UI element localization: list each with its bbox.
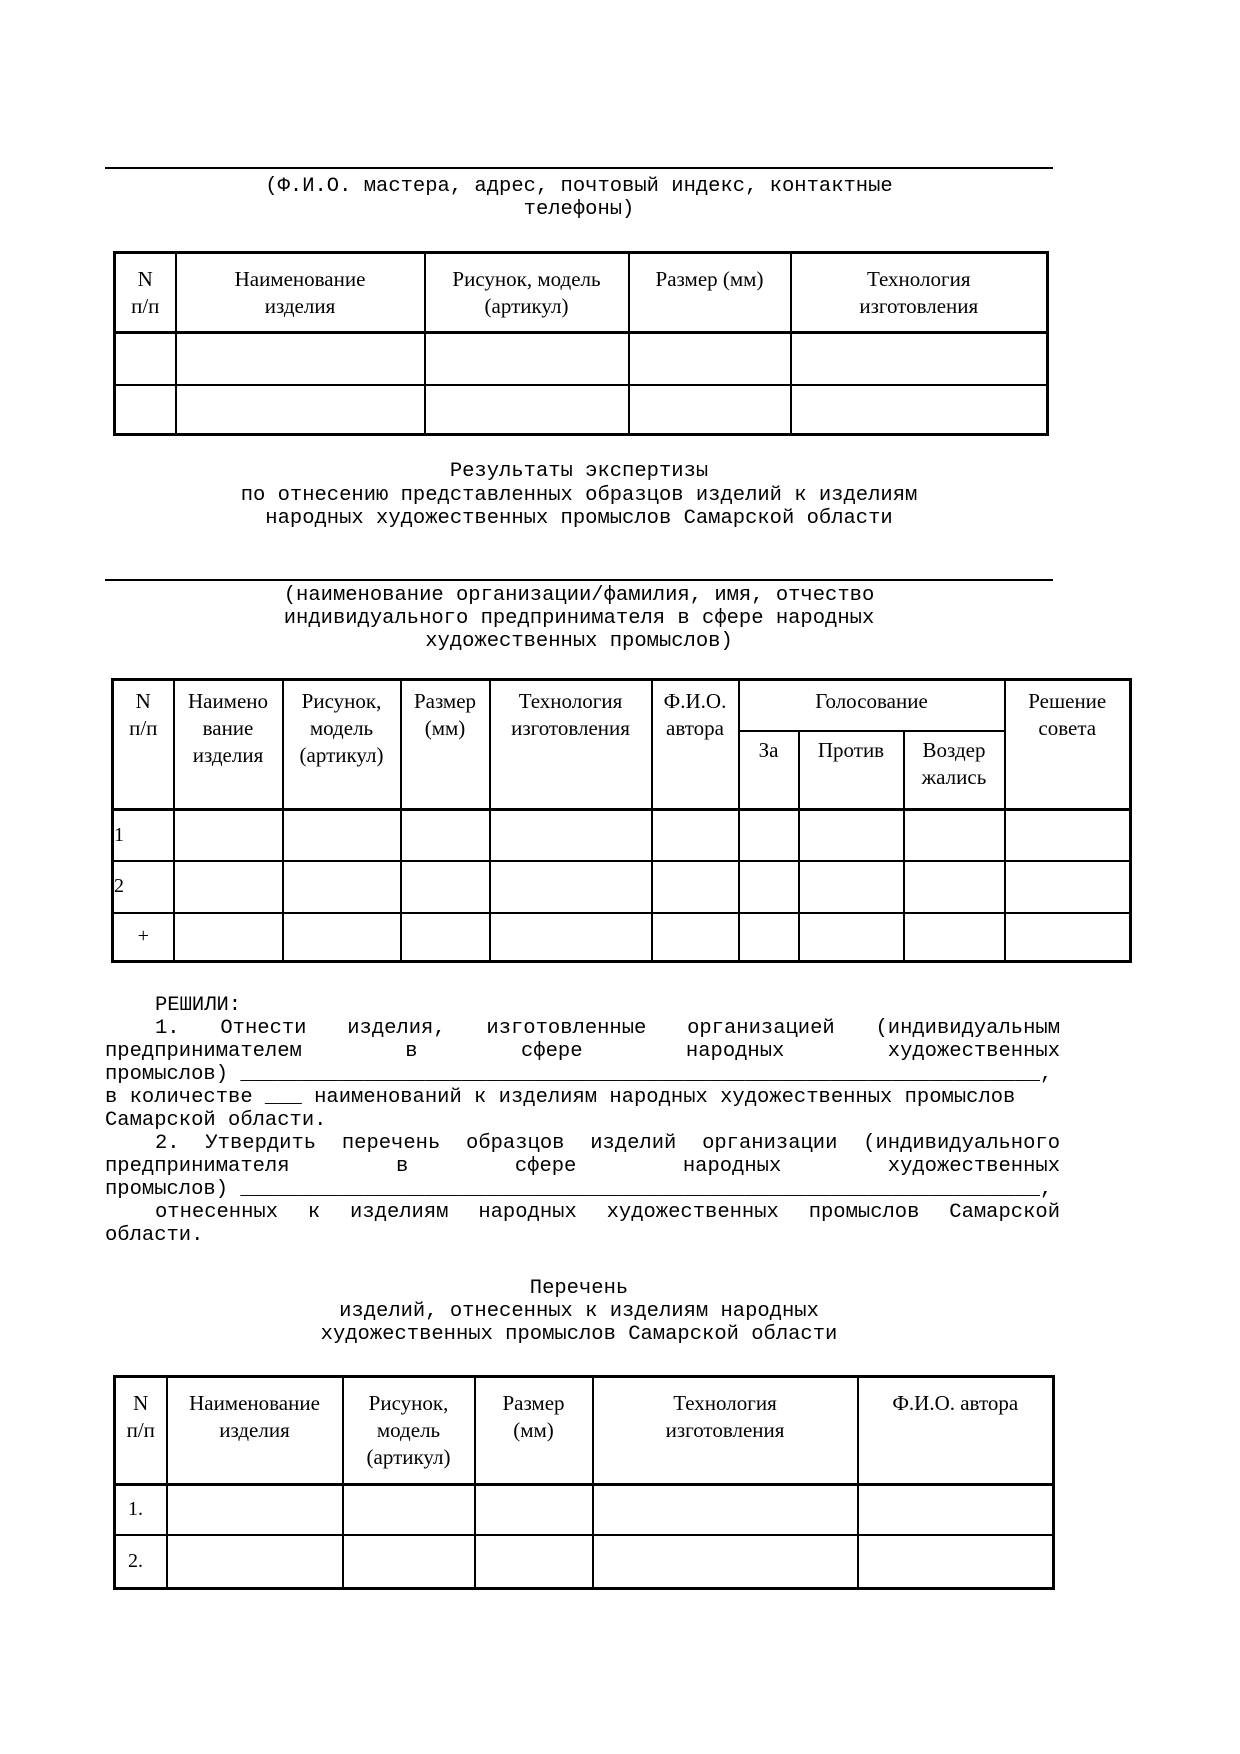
approved-list-table bbox=[113, 1375, 1055, 1590]
empty-cell bbox=[799, 810, 904, 861]
empty-cell bbox=[343, 1485, 475, 1535]
empty-cell bbox=[401, 913, 490, 962]
col-size-header: Размер (мм) bbox=[629, 253, 791, 333]
resolution-line: предпринимателем в сфере народных художественных bbox=[105, 1040, 1060, 1063]
empty-cell bbox=[1005, 913, 1131, 962]
title-line: Результаты экспертизы bbox=[449, 460, 709, 483]
caption-line: телефоны) bbox=[523, 198, 635, 221]
table-row bbox=[115, 1485, 1054, 1535]
empty-cell bbox=[490, 861, 652, 913]
row-number: 1 bbox=[113, 810, 174, 861]
col-model-header: Рисунок, модель (артикул) bbox=[283, 680, 401, 810]
empty-cell bbox=[343, 1535, 475, 1589]
empty-cell bbox=[1005, 810, 1131, 861]
empty-cell bbox=[629, 333, 791, 385]
empty-cell bbox=[174, 861, 283, 913]
empty-cell bbox=[425, 385, 629, 435]
title-line: народных художественных промыслов Самарской области bbox=[265, 507, 893, 530]
resolution-line: Самарской области. bbox=[105, 1109, 327, 1132]
empty-cell bbox=[475, 1535, 593, 1589]
title-line: по отнесению представленных образцов изделий к изделиям bbox=[240, 483, 918, 507]
empty-cell bbox=[115, 333, 176, 385]
empty-cell bbox=[739, 861, 799, 913]
col-number-header: N п/п bbox=[115, 1377, 167, 1485]
list-header-row bbox=[115, 1377, 1054, 1485]
empty-cell bbox=[425, 333, 629, 385]
col-item-name-header: Наимено вание изделия bbox=[174, 680, 283, 810]
table-row bbox=[113, 861, 1131, 913]
empty-cell bbox=[115, 385, 176, 435]
vote-abstain-header: Воздер жались bbox=[904, 731, 1005, 810]
empty-cell bbox=[858, 1485, 1054, 1535]
title-line: художественных промыслов Самарской области bbox=[320, 1323, 838, 1346]
empty-cell bbox=[739, 913, 799, 962]
table-row bbox=[113, 810, 1131, 861]
empty-cell bbox=[174, 913, 283, 962]
col-size-header: Размер (мм) bbox=[401, 680, 490, 810]
empty-cell bbox=[799, 861, 904, 913]
col-model-header: Рисунок, модель (артикул) bbox=[425, 253, 629, 333]
expertise-table bbox=[111, 678, 1132, 963]
empty-cell bbox=[652, 913, 739, 962]
empty-cell bbox=[652, 861, 739, 913]
title-line: Перечень bbox=[529, 1277, 629, 1300]
col-decision-header: Решение совета bbox=[1005, 680, 1131, 810]
col-technology-header: Технология изготовления bbox=[791, 253, 1048, 333]
signature-line-master bbox=[105, 167, 1053, 169]
empty-cell bbox=[904, 913, 1005, 962]
col-item-name-header: Наименование изделия bbox=[167, 1377, 343, 1485]
results-title bbox=[105, 460, 1053, 531]
col-author-header: Ф.И.О. автора bbox=[652, 680, 739, 810]
resolution-line: в количестве ___ наименований к изделиям народных художественных промыслов bbox=[105, 1086, 1016, 1109]
empty-cell bbox=[629, 385, 791, 435]
col-size-header: Размер (мм) bbox=[475, 1377, 593, 1485]
empty-cell bbox=[791, 385, 1048, 435]
empty-cell bbox=[1005, 861, 1131, 913]
row-number: 2. bbox=[115, 1535, 167, 1589]
empty-cell bbox=[490, 913, 652, 962]
resolution-fill-in-line: промыслов) _________________________________________________________________, bbox=[105, 1063, 1053, 1086]
col-author-header: Ф.И.О. автора bbox=[858, 1377, 1054, 1485]
col-number-header: N п/п bbox=[113, 680, 174, 810]
caption-line: индивидуального предпринимателя в сфере народных bbox=[283, 607, 875, 630]
empty-cell bbox=[739, 810, 799, 861]
empty-cell bbox=[490, 810, 652, 861]
caption-line: (наименование организации/фамилия, имя, отчество bbox=[283, 584, 875, 607]
empty-cell bbox=[475, 1485, 593, 1535]
expertise-header-row bbox=[113, 680, 1131, 731]
table-row bbox=[115, 385, 1048, 435]
master-caption bbox=[105, 175, 1053, 221]
empty-cell bbox=[176, 333, 425, 385]
empty-cell bbox=[593, 1535, 858, 1589]
empty-cell bbox=[167, 1535, 343, 1589]
list-title bbox=[105, 1277, 1053, 1346]
empty-cell bbox=[174, 810, 283, 861]
col-technology-header: Технология изготовления bbox=[490, 680, 652, 810]
organization-caption bbox=[105, 584, 1053, 653]
empty-cell bbox=[904, 861, 1005, 913]
resolution-heading: РЕШИЛИ: bbox=[155, 994, 242, 1017]
resolution-line: 1. Отнести изделия, изготовленные организацией (индивидуальным bbox=[155, 1017, 1060, 1040]
table-row bbox=[113, 913, 1131, 962]
empty-cell bbox=[652, 810, 739, 861]
samples-header-row bbox=[115, 253, 1048, 333]
empty-cell bbox=[167, 1485, 343, 1535]
row-number: 1. bbox=[115, 1485, 167, 1535]
title-line: изделий, отнесенных к изделиям народных bbox=[339, 1300, 819, 1323]
signature-line-organization bbox=[105, 579, 1053, 581]
table-row bbox=[115, 333, 1048, 385]
vote-against-header: Против bbox=[799, 731, 904, 810]
empty-cell bbox=[791, 333, 1048, 385]
empty-cell bbox=[401, 810, 490, 861]
resolution-line: отнесенных к изделиям народных художественных промыслов Самарской bbox=[155, 1201, 1060, 1224]
empty-cell bbox=[799, 913, 904, 962]
caption-line: (Ф.И.О. мастера, адрес, почтовый индекс, контактные bbox=[265, 175, 893, 198]
col-number-header: N п/п bbox=[115, 253, 176, 333]
row-number: + bbox=[113, 913, 174, 962]
caption-line: художественных промыслов) bbox=[425, 630, 733, 653]
col-item-name-header: Наименование изделия bbox=[176, 253, 425, 333]
empty-cell bbox=[176, 385, 425, 435]
empty-cell bbox=[593, 1485, 858, 1535]
vote-for-header: За bbox=[739, 731, 799, 810]
empty-cell bbox=[858, 1535, 1054, 1589]
empty-cell bbox=[401, 861, 490, 913]
empty-cell bbox=[904, 810, 1005, 861]
table-row bbox=[115, 1535, 1054, 1589]
col-model-header: Рисунок, модель (артикул) bbox=[343, 1377, 475, 1485]
resolution-section bbox=[105, 994, 1060, 1247]
resolution-line: области. bbox=[105, 1224, 204, 1247]
empty-cell bbox=[283, 913, 401, 962]
col-technology-header: Технология изготовления bbox=[593, 1377, 858, 1485]
samples-table bbox=[113, 251, 1049, 436]
resolution-fill-in-line: промыслов) _________________________________________________________________, bbox=[105, 1178, 1053, 1201]
empty-cell bbox=[283, 810, 401, 861]
resolution-line: 2. Утвердить перечень образцов изделий организации (индивидуального bbox=[155, 1132, 1060, 1155]
voting-group-header: Голосование bbox=[739, 680, 1005, 731]
row-number: 2 bbox=[113, 861, 174, 913]
resolution-line: предпринимателя в сфере народных художественных bbox=[105, 1155, 1060, 1178]
empty-cell bbox=[283, 861, 401, 913]
